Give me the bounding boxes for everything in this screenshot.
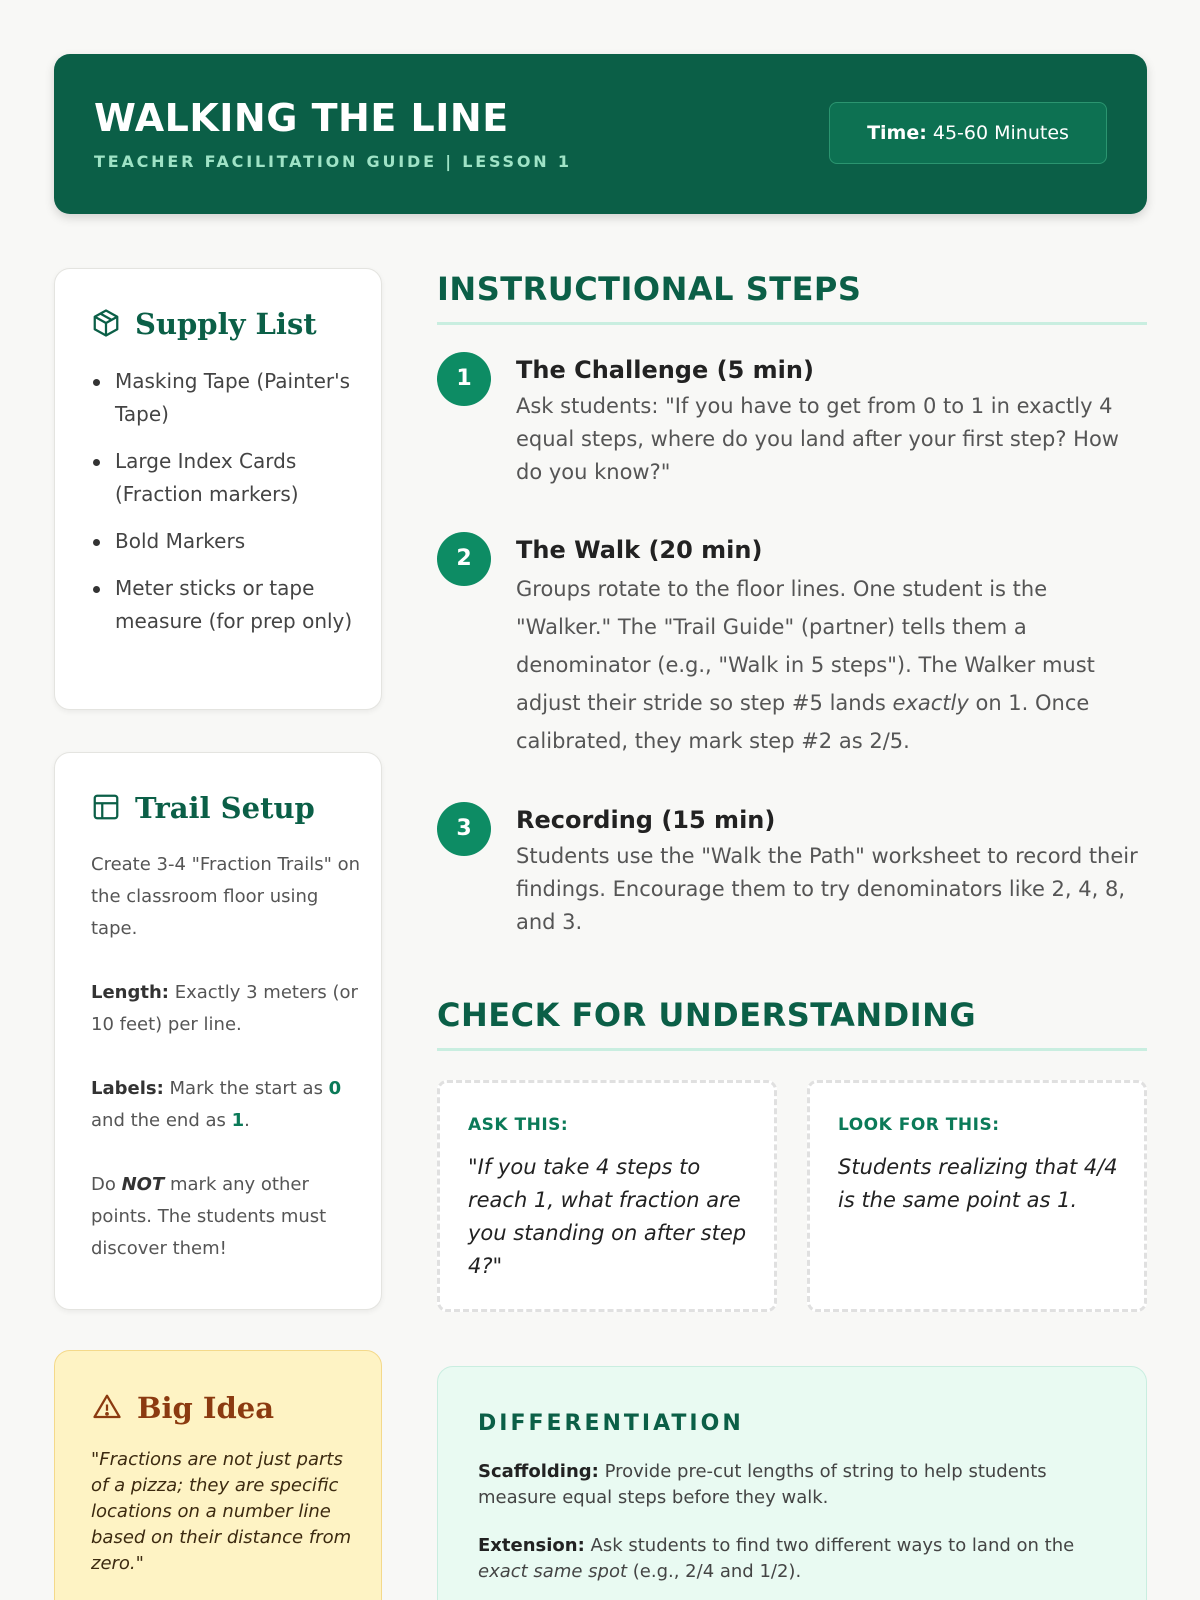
big-idea-card bbox=[54, 1350, 382, 1600]
time-value: 45-60 Minutes bbox=[932, 122, 1069, 144]
check-for-understanding-heading: CHECK FOR UNDERSTANDING bbox=[437, 996, 1147, 1051]
setup-note: Do NOT mark any other points. The students must discover them! bbox=[91, 1174, 327, 1259]
list-item: Large Index Cards (Fraction markers) bbox=[91, 445, 361, 511]
time-label: Time: bbox=[867, 122, 927, 144]
differentiation-heading: DIFFERENTIATION bbox=[478, 1411, 744, 1436]
ask-this-label: ASK THIS: bbox=[468, 1115, 569, 1135]
list-item: Masking Tape (Painter's Tape) bbox=[91, 365, 361, 431]
look-for-this-box bbox=[807, 1080, 1147, 1312]
layout-icon bbox=[91, 792, 121, 829]
step-title: The Challenge (5 min) bbox=[516, 356, 814, 384]
trail-setup-title: Trail Setup bbox=[91, 791, 315, 829]
instructional-steps-heading: INSTRUCTIONAL STEPS bbox=[437, 270, 1147, 325]
step-title: Recording (15 min) bbox=[516, 806, 776, 834]
step-body: Students use the "Walk the Path" worksheet to record their findings. Encourage them to try denominators like 2, 4, 8, and 3. bbox=[516, 844, 1138, 934]
step-body: Groups rotate to the floor lines. One student is the "Walker." The "Trail Guide" (partner) tells them a denominator (e.g., "Walk in 5 steps"). The Walker must adjust their stride so step #5 lands exactly on 1. Once calibrated, they mark step #2 as 2/5. bbox=[516, 577, 1095, 753]
supply-list-title: Supply List bbox=[91, 307, 317, 345]
big-idea-title: Big Idea bbox=[91, 1391, 274, 1429]
page-header bbox=[54, 54, 1147, 214]
differentiation-card bbox=[437, 1366, 1147, 1600]
step-1 bbox=[437, 352, 1147, 492]
time-badge bbox=[829, 102, 1107, 164]
list-item: Bold Markers bbox=[91, 525, 361, 558]
supply-list bbox=[91, 365, 361, 652]
page-subtitle: TEACHER FACILITATION GUIDE | LESSON 1 bbox=[94, 152, 572, 171]
step-number: 1 bbox=[437, 352, 491, 406]
setup-length: Length: Exactly 3 meters (or 10 feet) per line. bbox=[91, 982, 358, 1035]
scaffolding-text: Scaffolding: Provide pre-cut lengths of string to help students measure equal steps before they walk. bbox=[478, 1461, 1047, 1508]
look-for-this-text: Students realizing that 4/4 is the same point as 1. bbox=[838, 1155, 1118, 1212]
ask-this-box bbox=[437, 1080, 777, 1312]
box-icon bbox=[91, 308, 121, 345]
list-item: Meter sticks or tape measure (for prep only) bbox=[91, 572, 361, 638]
trail-setup-body bbox=[91, 849, 361, 1297]
trail-setup-card bbox=[54, 752, 382, 1310]
step-number: 3 bbox=[437, 802, 491, 856]
step-3 bbox=[437, 802, 1147, 942]
ask-this-text: "If you take 4 steps to reach 1, what fraction are you standing on after step 4?" bbox=[468, 1155, 747, 1278]
big-idea-quote: "Fractions are not just parts of a pizza; they are specific locations on a number line based on their distance from zero." bbox=[91, 1449, 352, 1574]
step-2 bbox=[437, 532, 1147, 762]
setup-labels: Labels: Mark the start as 0 and the end as 1. bbox=[91, 1078, 342, 1131]
extension-text: Extension: Ask students to find two different ways to land on the exact same spot (e.g., 2/4 and 1/2). bbox=[478, 1535, 1075, 1582]
supply-list-card bbox=[54, 268, 382, 710]
look-for-this-label: LOOK FOR THIS: bbox=[838, 1115, 1000, 1135]
page-title: WALKING THE LINE bbox=[94, 96, 509, 140]
step-number: 2 bbox=[437, 532, 491, 586]
step-title: The Walk (20 min) bbox=[516, 536, 763, 564]
step-body: Ask students: "If you have to get from 0 to 1 in exactly 4 equal steps, where do you land after your first step? How do you know?" bbox=[516, 394, 1119, 484]
warning-icon bbox=[91, 1392, 123, 1429]
setup-intro: Create 3-4 "Fraction Trails" on the classroom floor using tape. bbox=[91, 854, 361, 939]
